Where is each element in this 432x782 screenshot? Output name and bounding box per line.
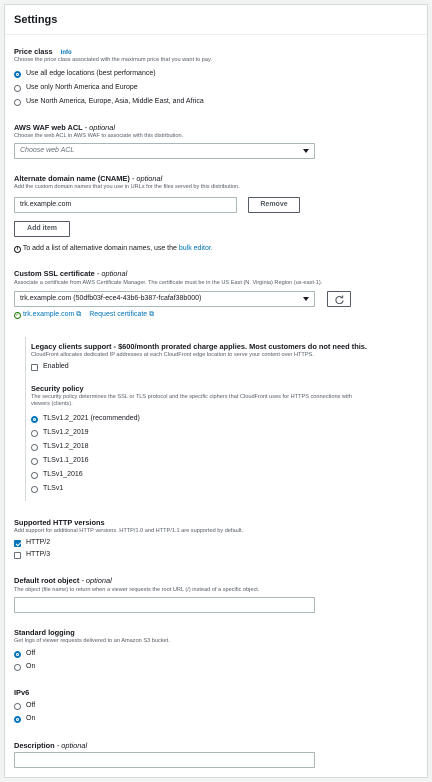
security-policy-description: viewers (clients). [31,401,73,407]
tls-option-label: TLSv1.2_2021 (recommended) [43,415,140,422]
root-object-label: Default root object - optional [14,576,112,585]
http-versions-description: Add support for additional HTTP versions. HTTP/1.0 and HTTP/1.1 are supported by default. [14,528,244,534]
radio-tls11-2016[interactable] [31,458,38,465]
cname-description: Add the custom domain names that you use in URLs for the files served by this distribution. [14,184,240,190]
remove-button[interactable]: Remove [248,197,300,213]
root-object-description: The object (file name) to return when a viewer requests the root URL (/) instead of a specific object. [14,587,260,593]
waf-select[interactable]: Choose web ACL [14,143,315,159]
http3-label: HTTP/3 [26,551,51,558]
bulk-editor-link[interactable]: bulk editor. [178,245,213,252]
radio-logging-on[interactable] [14,664,21,671]
radio-tls1[interactable] [31,486,38,493]
logging-description: Get logs of viewer requests delivered to an Amazon S3 bucket. [14,638,170,644]
chevron-down-icon [303,297,309,301]
radio-price-na-eu[interactable] [14,85,21,92]
security-policy-description: The security policy determines the SSL or TLS protocol and the specific ciphers that CloudFront uses for HTTPS connections with [31,394,352,400]
tls-option-label: TLSv1.2_2019 [43,429,89,436]
certificate-link[interactable]: trk.example.com [22,311,75,318]
info-icon: i [14,246,21,253]
legacy-label: Legacy clients support - $600/month prorated charge applies. Most customers do not need this. [31,342,367,351]
price-option-label: Use all edge locations (best performance) [26,70,156,77]
ipv6-option-label: On [26,715,36,722]
legacy-description: CloudFront allocates dedicated IP addresses at each CloudFront edge location to serve your content over HTTPS. [31,352,314,358]
ipv6-label: IPv6 [14,688,30,697]
bulk-editor-hint: i To add a list of alternative domain names, use the bulk editor. [14,245,213,253]
radio-tls-2021[interactable] [31,416,38,423]
nested-section-divider [25,337,26,501]
radio-price-na-eu-asia[interactable] [14,99,21,106]
http2-label: HTTP/2 [26,539,51,546]
waf-description: Choose the web ACL in AWS WAF to associate with this distribution. [14,133,184,139]
tls-option-label: TLSv1_2016 [43,471,83,478]
price-option-label: Use North America, Europe, Asia, Middle East, and Africa [26,98,204,105]
price-class-label: Price class Info [14,47,72,56]
ssl-description: Associate a certificate from AWS Certificate Manager. The certificate must be in the US East (N. Virginia) Region (us-east-1). [14,280,323,286]
cname-label: Alternate domain name (CNAME) - optional [14,174,163,183]
request-certificate-link[interactable]: Request certificate [89,311,148,318]
tls-option-label: TLSv1.1_2016 [43,457,89,464]
chevron-down-icon [303,149,309,153]
logging-label: Standard logging [14,628,75,637]
http-versions-label: Supported HTTP versions [14,518,105,527]
page-title: Settings [14,14,58,26]
radio-ipv6-off[interactable] [14,703,21,710]
waf-label: AWS WAF web ACL - optional [14,123,116,132]
panel-header [5,5,427,35]
radio-tls-2019[interactable] [31,430,38,437]
certificate-links [14,311,154,319]
tls-option-label: TLSv1 [43,485,64,492]
price-class-description: Choose the price class associated with the maximum price that you want to pay. [14,57,212,63]
ssl-select[interactable]: trk.example.com (50dfb03f-ece4-43b6-b387-fcafaf38b000) [14,291,315,307]
security-policy-label: Security policy [31,384,84,393]
description-input[interactable] [14,752,315,768]
legacy-enabled-label: Enabled [43,363,69,370]
radio-tls-2018[interactable] [31,444,38,451]
cname-input[interactable]: trk.example.com [14,197,237,213]
http2-checkbox[interactable] [14,540,21,547]
external-link-icon: ⧉ [76,311,82,318]
check-circle-icon: ✓ [15,312,20,318]
price-option-label: Use only North America and Europe [26,84,138,91]
radio-price-all[interactable] [14,71,21,78]
ipv6-option-label: Off [26,702,36,709]
radio-tls1-2016[interactable] [31,472,38,479]
external-link-icon: ⧉ [149,311,155,318]
description-label: Description - optional [14,741,88,750]
refresh-button[interactable] [327,291,351,307]
radio-ipv6-on[interactable] [14,716,21,723]
http3-checkbox[interactable] [14,552,21,559]
root-object-input[interactable] [14,597,315,613]
legacy-enabled-checkbox[interactable] [31,364,38,371]
ssl-label: Custom SSL certificate - optional [14,269,128,278]
tls-option-label: TLSv1.2_2018 [43,443,89,450]
radio-logging-off[interactable] [14,651,21,658]
refresh-icon [335,295,344,304]
info-link[interactable]: Info [60,50,72,56]
settings-panel [4,4,428,778]
logging-option-label: Off [26,650,36,657]
logging-option-label: On [26,663,36,670]
add-item-button[interactable]: Add item [14,221,70,237]
